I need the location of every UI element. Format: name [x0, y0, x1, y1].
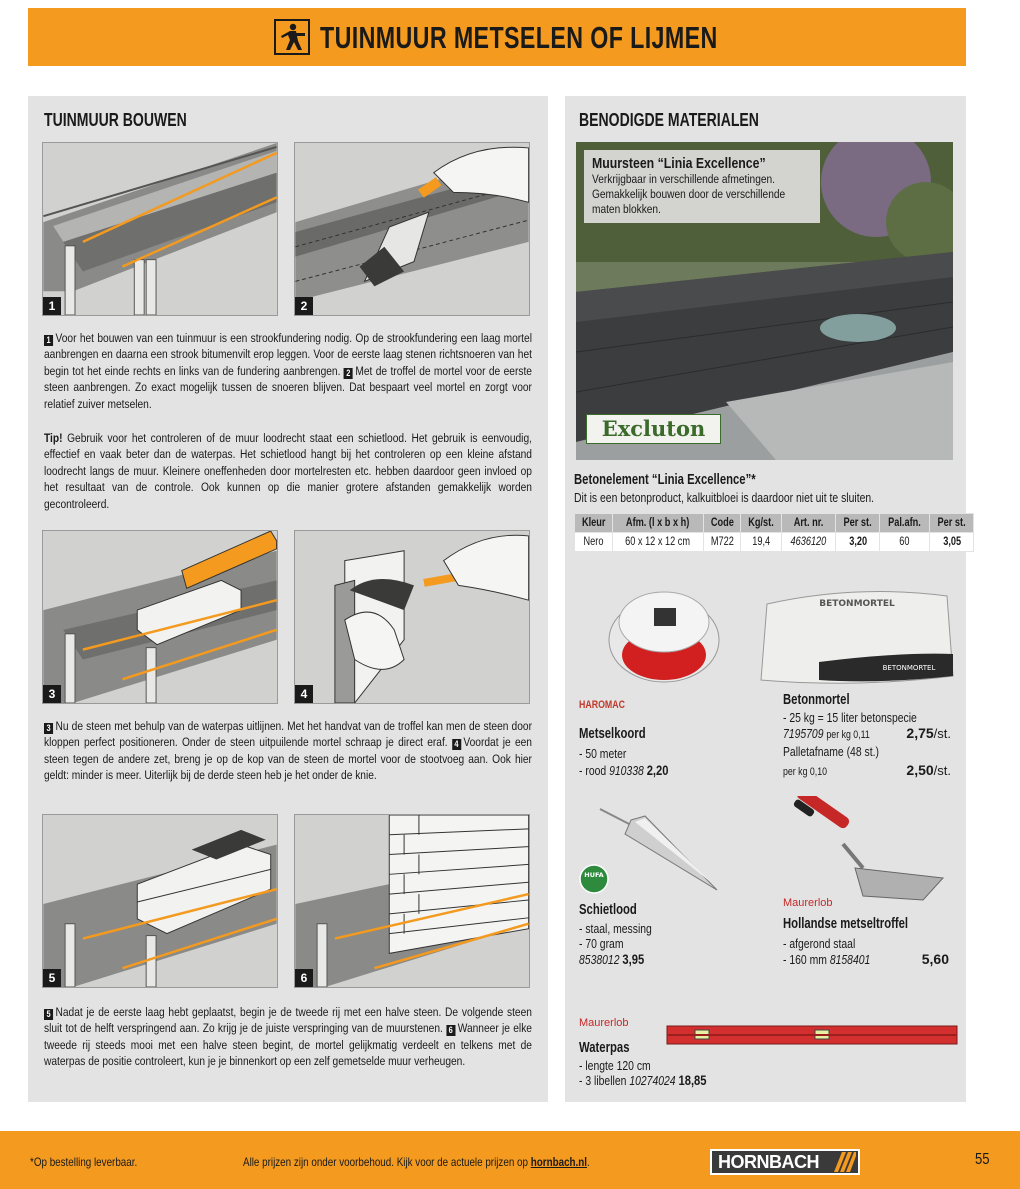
- waterpas-title: Waterpas: [579, 1040, 630, 1056]
- price-disclaimer: Alle prijzen zijn onder voorbehoud. Kijk voor de actuele prijzen op hornbach.nl.: [243, 1155, 590, 1169]
- svg-text:HUFA: HUFA: [584, 871, 604, 879]
- col-header: Per st.: [930, 514, 974, 533]
- col-header: Code: [703, 514, 741, 533]
- top-banner: [28, 8, 966, 66]
- schietlood-title: Schietlood: [579, 902, 637, 918]
- table-cell: 3,05: [930, 533, 974, 552]
- spirit-level-image: [665, 1022, 961, 1048]
- maurerlob-logo: Maurerlob: [783, 897, 833, 909]
- svg-text:BETONMORTEL: BETONMORTEL: [819, 599, 895, 609]
- beton-subtitle: Dit is een betonproduct, kalkuitbloei is daardoor niet uit te sluiten.: [574, 490, 875, 505]
- table-cell: 60: [880, 533, 930, 552]
- table-cell: M722: [703, 533, 741, 552]
- plumb-bob-image: [595, 804, 725, 894]
- table-cell: 3,20: [836, 533, 880, 552]
- table-cell: 4636120: [782, 533, 836, 552]
- table-row: [575, 533, 974, 552]
- schietlood-line-2: - 70 gram: [579, 936, 624, 951]
- metselkoord-price-line: - rood 910338 2,20: [579, 762, 669, 778]
- step-figure-5: [42, 814, 278, 988]
- tip-text: Tip! Gebruik voor het controleren of de muur loodrecht staat een schietlood. Het gebruik is eenvoudig, effectief en vaak beter dan de waterpas. Het schietlood hangt bij het controleren op een kleine afstand loodrecht langs de muur. Kleinere oneffenheden door mortelresten etc. hebben daardoor geen invloed op het resultaat van de controle. Ook kunnen op die manier grotere afstanden gemakkelijk worden gecontroleerd.: [44, 431, 532, 511]
- svg-text:BETONMORTEL: BETONMORTEL: [882, 664, 936, 672]
- step-figure-4: [294, 530, 530, 704]
- troffel-price-line: - 160 mm 8158401 5,60: [783, 951, 949, 967]
- haromac-logo: HAROMAC: [579, 699, 625, 711]
- col-header: Afm. (l x b x h): [613, 514, 703, 533]
- betonmortel-price-line-2: per kg 0,10 2,50/st.: [783, 762, 951, 778]
- step-figure-1: [42, 142, 278, 316]
- step-figure-6: [294, 814, 530, 988]
- hufa-badge: [579, 864, 609, 894]
- col-header: Pal.afn.: [880, 514, 930, 533]
- hornbach-link[interactable]: hornbach.nl: [530, 1155, 588, 1169]
- col-header: Kleur: [575, 514, 613, 533]
- footer: [0, 1131, 1020, 1189]
- table-header-row: [575, 514, 974, 533]
- instructions-panel: [28, 96, 548, 1102]
- photo-caption: Muursteen “Linia Excellence” Verkrijgbaar in verschillende afmetingen. Gemakkelijk bouwen door de verschillende maten blokken.: [584, 150, 820, 223]
- col-header: Per st.: [836, 514, 880, 533]
- instruction-text-1: 1 Voor het bouwen van een tuinmuur is een strookfundering nodig. Op de strookfundering een laag mortel aanbrengen en daarna een strook bitumenvilt erop leggen. Voor de eerste laag stenen richtsnoeren van het begin tot het einde rechts en links van de fundering aanbrengen. 2 Met de troffel de mortel voor de eerste steen aanbrengen. Zo exact mogelijk tussen de snoeren blijven. Dat bespaart veel mortel en zorgt voor relatief zuiver metselen.: [44, 331, 532, 411]
- materials-panel: [565, 96, 966, 1102]
- col-header: Kg/st.: [741, 514, 782, 533]
- page-number: 55: [975, 1151, 990, 1168]
- betonmortel-line: - 25 kg = 15 liter betonspecie: [783, 710, 917, 725]
- col-header: Art. nr.: [782, 514, 836, 533]
- troffel-line-1: - afgerond staal: [783, 936, 856, 951]
- step-figure-3: [42, 530, 278, 704]
- waterpas-price-line: - 3 libellen 10274024 18,85: [579, 1072, 707, 1088]
- mortar-bag-image: [759, 584, 955, 688]
- figure-number: 4: [295, 685, 313, 703]
- spool-image: [599, 580, 729, 690]
- page-title: TUINMUUR METSELEN OF LIJMEN: [320, 20, 718, 55]
- table-cell: Nero: [575, 533, 613, 552]
- instruction-text-2: 3 Nu de steen met behulp van de waterpas uitlijnen. Met het handvat van de troffel kan men de steen door kloppen perfect positioneren. Onder de steen uitpuilende mortel schraap je direct eraf. 4 Voordat je een steen tegen de andere zet, breng je op de kop van de steen de mortel voor de stootvoeg aan. Ook hier geldt: minder is meer. Uiterlijk bij de derde steen heb je het onder de knie.: [44, 719, 532, 783]
- schietlood-price-line: 8538012 3,95: [579, 951, 645, 967]
- troffel-title: Hollandse metseltroffel: [783, 916, 909, 932]
- instruction-text-3: 5 Nadat je de eerste laag hebt geplaatst, begin je de tweede rij met een halve steen. De volgende steen sluit tot de helft verspringend aan. Zo krijg je de juiste verspringing van de muurstenen. 6 Wanneer je elke tweede rij steeds mooi met een halve steen begint, de mortel gelijkmatig verdeelt en telkens met de waterpas de positie controleert, kun je je binnenkort op een zelf gemetselde muur verheugen.: [44, 1005, 532, 1069]
- betonmortel-price-line-1: 7195709 per kg 0,11 2,75/st.: [783, 725, 951, 741]
- betonmortel-title: Betonmortel: [783, 692, 850, 708]
- maurerlob-logo: Maurerlob: [579, 1017, 629, 1029]
- figure-number: 1: [43, 297, 61, 315]
- worker-icon: [274, 19, 310, 55]
- excluton-logo: Excluton: [586, 414, 721, 444]
- spec-table: [574, 513, 974, 552]
- hornbach-logo: HORNBACH: [710, 1149, 860, 1175]
- section-title: BENODIGDE MATERIALEN: [579, 110, 759, 130]
- figure-number: 3: [43, 685, 61, 703]
- step-figure-2: [294, 142, 530, 316]
- table-cell: 19,4: [741, 533, 782, 552]
- figure-number: 6: [295, 969, 313, 987]
- schietlood-line-1: - staal, messing: [579, 921, 652, 936]
- table-cell: 60 x 12 x 12 cm: [613, 533, 703, 552]
- beton-title: Betonelement “Linia Excellence”*: [574, 472, 756, 488]
- figure-number: 5: [43, 969, 61, 987]
- trowel-image: [783, 796, 953, 904]
- betonmortel-pallet-line: Palletafname (48 st.): [783, 744, 879, 759]
- section-title: TUINMUUR BOUWEN: [44, 110, 187, 130]
- figure-number: 2: [295, 297, 313, 315]
- footnote: *Op bestelling leverbaar.: [30, 1155, 138, 1169]
- metselkoord-line: - 50 meter: [579, 746, 627, 761]
- waterpas-line-1: - lengte 120 cm: [579, 1058, 651, 1073]
- wall-photo: [576, 142, 953, 460]
- metselkoord-title: Metselkoord: [579, 726, 646, 742]
